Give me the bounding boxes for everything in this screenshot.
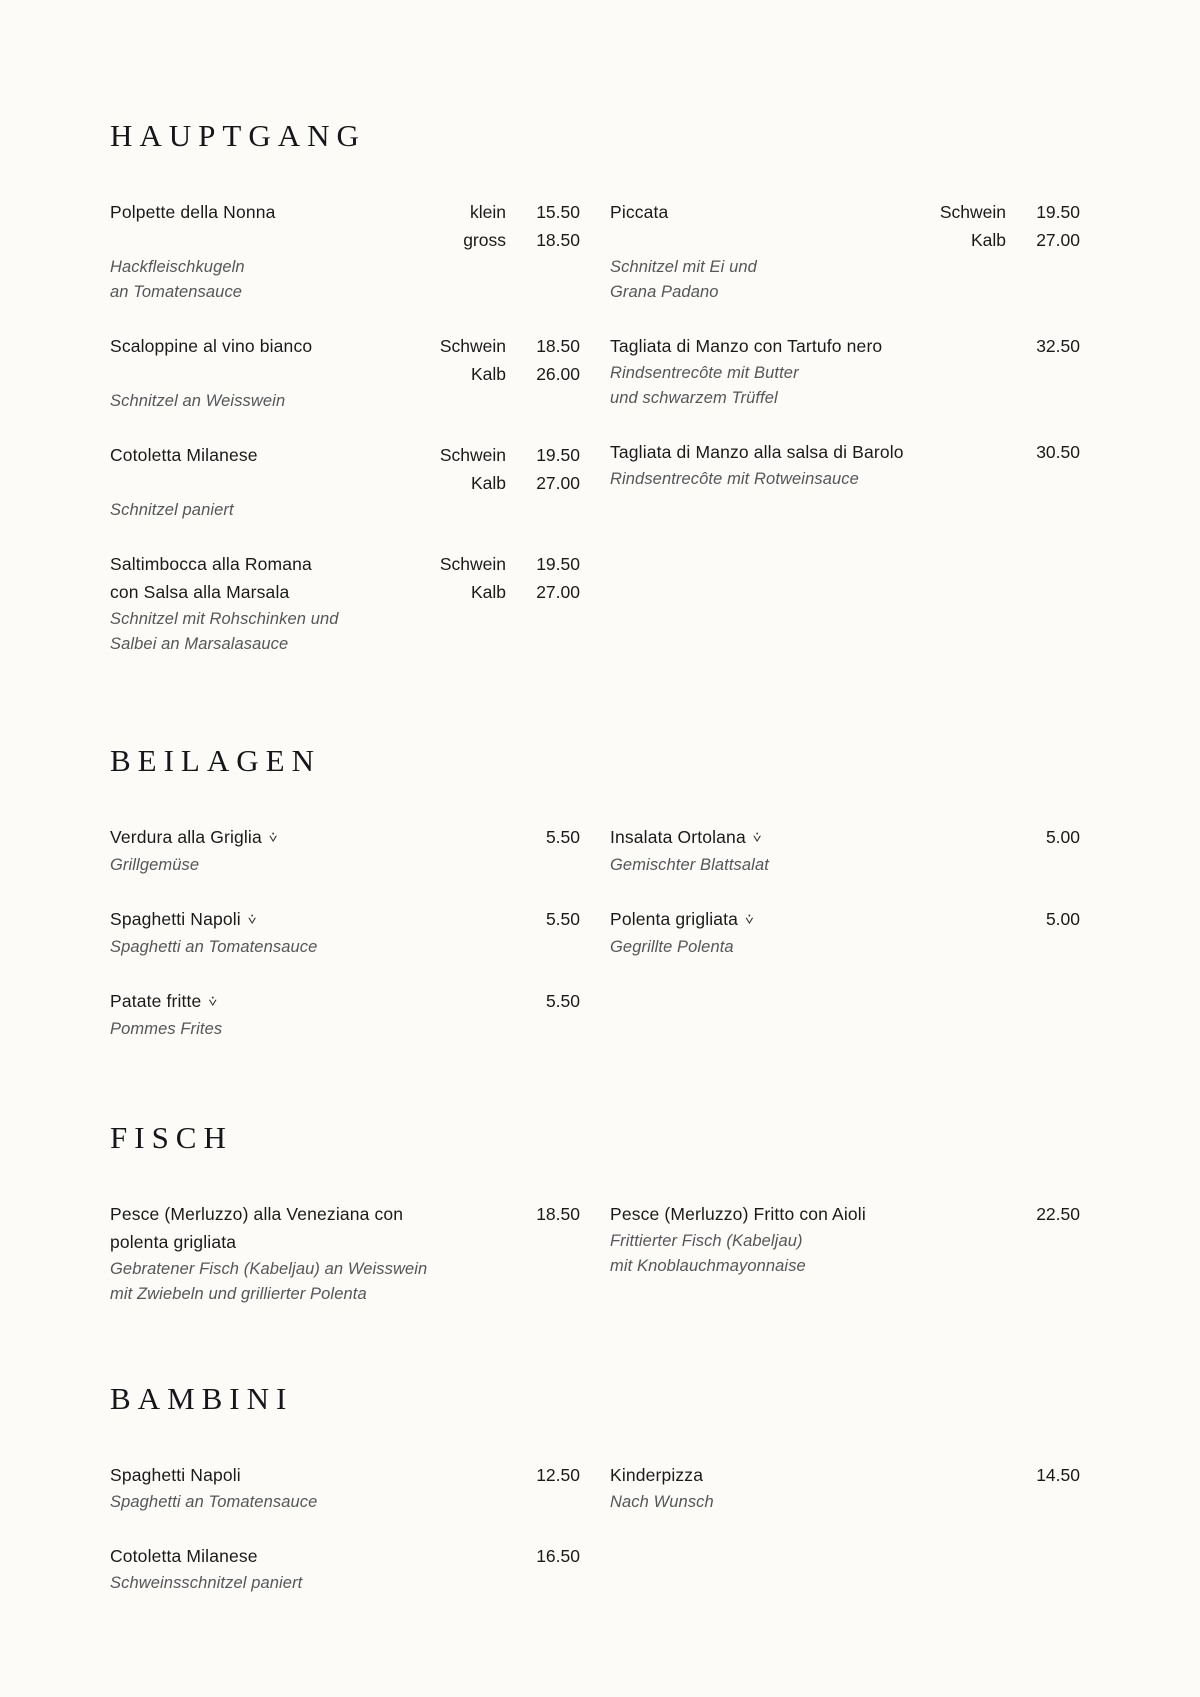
menu-item-description-line: Schweinsschnitzel paniert	[110, 1574, 303, 1592]
menu-item-row	[610, 438, 1080, 466]
menu-item-description	[610, 1490, 1080, 1515]
section-gap	[110, 1307, 1092, 1381]
menu-item-price: 5.00	[1045, 909, 1080, 929]
menu-item-description-line: Grana Padano	[610, 283, 719, 301]
menu-item-variant-label: klein	[470, 202, 506, 222]
section-gap	[110, 657, 1092, 743]
menu-item-price: 18.50	[536, 336, 580, 356]
menu-item-row	[110, 823, 580, 852]
menu-item-price: 16.50	[536, 1546, 580, 1566]
menu-item-price: 27.00	[536, 582, 580, 602]
menu-item-description	[110, 1257, 580, 1307]
menu-item-description-line: Schnitzel an Weisswein	[110, 392, 286, 410]
vegetarian-icon: ⩒	[745, 911, 754, 927]
menu-item-row	[110, 198, 580, 226]
menu-item-description	[610, 853, 1080, 878]
section-title: BEILAGEN	[110, 743, 321, 778]
menu-item-name: Piccata	[610, 202, 669, 222]
menu-item-row	[110, 1228, 580, 1256]
menu-item-description-line: Gemischter Blattsalat	[610, 856, 769, 874]
menu-item-description	[110, 389, 580, 414]
vegetarian-icon: ⩒	[208, 993, 217, 1009]
menu-item-name: Tagliata di Manzo con Tartufo nero	[610, 336, 883, 356]
menu-item	[610, 823, 1080, 878]
menu-item-description-line: Gebratener Fisch (Kabeljau) an Weisswein	[110, 1260, 428, 1278]
menu-item-row	[110, 1200, 580, 1228]
section-gap	[110, 1042, 1092, 1120]
menu-item-name: Spaghetti Napoli	[110, 1465, 241, 1485]
menu-item-name: Pesce (Merluzzo) Fritto con Aioli	[610, 1204, 866, 1224]
menu-item-description	[110, 498, 580, 523]
menu-item-description	[610, 255, 1080, 305]
menu-item-description	[110, 1490, 580, 1515]
menu-item	[610, 1200, 1080, 1279]
menu-item-row	[110, 469, 580, 497]
menu-item	[110, 823, 580, 878]
menu-item-description	[110, 853, 580, 878]
menu-item-name: Tagliata di Manzo alla salsa di Barolo	[610, 442, 904, 462]
menu-item-description	[110, 1571, 580, 1596]
menu-item-price: 19.50	[536, 445, 580, 465]
menu-item-variant-label: Kalb	[970, 230, 1006, 250]
menu-item-description	[610, 467, 1080, 492]
menu-item	[610, 438, 1080, 492]
menu-item-description-line: Rindsentrecôte mit Rotweinsauce	[610, 470, 859, 488]
menu-item-variant-label: gross	[463, 230, 506, 250]
menu-item-description-line: Rindsentrecôte mit Butter	[610, 364, 799, 382]
menu-item	[610, 332, 1080, 411]
menu-item-row	[610, 1461, 1080, 1489]
menu-item-description-line: Frittierter Fisch (Kabeljau)	[610, 1232, 803, 1250]
menu-item-name: Polpette della Nonna	[110, 202, 276, 222]
section-columns	[110, 823, 1092, 1042]
section-column-right	[610, 198, 1080, 657]
menu-item-row	[610, 198, 1080, 226]
menu-item-row	[110, 987, 580, 1016]
menu-item-row	[110, 578, 580, 606]
menu-item-description	[610, 935, 1080, 960]
menu-item-name: Insalata Ortolana ⩒	[610, 823, 936, 852]
menu-item-row	[610, 332, 1080, 360]
menu-item-description-line: mit Zwiebeln und grillierter Polenta	[110, 1285, 367, 1303]
section-title: FISCH	[110, 1120, 233, 1155]
menu-item-variant-label: Kalb	[470, 473, 506, 493]
menu-item	[110, 332, 580, 414]
menu-item-name: Patate fritte ⩒	[110, 987, 436, 1016]
menu-item-description-line: Nach Wunsch	[610, 1493, 714, 1511]
menu-section	[110, 1120, 1092, 1307]
menu-item-description-line: Salbei an Marsalasauce	[110, 635, 289, 653]
menu-item-name: Spaghetti Napoli ⩒	[110, 905, 436, 934]
menu-item-row	[110, 1542, 580, 1570]
menu-item-variant-label: Schwein	[439, 336, 506, 356]
menu-section	[110, 118, 1092, 657]
section-column-left	[110, 1461, 580, 1596]
section-column-right	[610, 1200, 1080, 1307]
menu-sections	[110, 118, 1092, 1596]
menu-item-description-line: und schwarzem Trüffel	[610, 389, 778, 407]
menu-item-price: 27.00	[536, 473, 580, 493]
menu-item	[610, 1461, 1080, 1515]
section-columns	[110, 198, 1092, 657]
menu-item-price: 27.00	[1036, 230, 1080, 250]
menu-item-price: 30.50	[1036, 442, 1080, 462]
section-column-left	[110, 1200, 580, 1307]
menu-item-name: Saltimbocca alla Romana	[110, 554, 312, 574]
section-columns	[110, 1461, 1092, 1596]
menu-item-name: Scaloppine al vino bianco	[110, 336, 313, 356]
menu-item-price: 5.50	[545, 991, 580, 1011]
menu-item-price: 19.50	[1036, 202, 1080, 222]
menu-item-description	[610, 361, 1080, 411]
menu-item-description-line: an Tomatensauce	[110, 283, 243, 301]
menu-item-row	[110, 550, 580, 578]
menu-item	[110, 1461, 580, 1515]
vegetarian-icon: ⩒	[752, 829, 762, 845]
menu-item-price: 18.50	[536, 1204, 580, 1224]
section-column-right	[610, 1461, 1080, 1596]
menu-item-price: 19.50	[536, 554, 580, 574]
menu-item-row	[110, 905, 580, 934]
section-title: BAMBINI	[110, 1381, 294, 1416]
menu-item	[110, 198, 580, 305]
menu-item-price: 22.50	[1036, 1204, 1080, 1224]
menu-item	[110, 1542, 580, 1596]
menu-item	[110, 905, 580, 960]
menu-item	[610, 905, 1080, 960]
menu-item-description-line: Pommes Frites	[110, 1020, 223, 1038]
menu-item-price: 26.00	[536, 364, 580, 384]
menu-item	[110, 1200, 580, 1307]
menu-item-variant-label: Schwein	[939, 202, 1006, 222]
menu-section	[110, 1381, 1092, 1596]
menu-item-description-line: Schnitzel mit Ei und	[610, 258, 757, 276]
menu-item-description-line: Gegrillte Polenta	[610, 938, 734, 956]
menu-item-price: 32.50	[1036, 336, 1080, 356]
menu-item-row	[110, 360, 580, 388]
menu-item	[110, 550, 580, 657]
menu-item-description-line: Spaghetti an Tomatensauce	[110, 1493, 318, 1511]
section-column-right	[610, 823, 1080, 1042]
menu-item-row	[110, 1461, 580, 1489]
menu-item-price: 5.50	[545, 827, 580, 847]
menu-item-row	[610, 823, 1080, 852]
menu-item-name: Pesce (Merluzzo) alla Veneziana con	[110, 1204, 404, 1224]
menu-item-description-line: Grillgemüse	[110, 856, 200, 874]
menu-item-price: 14.50	[1036, 1465, 1080, 1485]
section-columns	[110, 1200, 1092, 1307]
menu-item-description-line: Spaghetti an Tomatensauce	[110, 938, 318, 956]
menu-item-row	[110, 226, 580, 254]
menu-item-description	[110, 1017, 580, 1042]
menu-section	[110, 743, 1092, 1042]
menu-item-price: 18.50	[536, 230, 580, 250]
menu-item-price: 5.50	[545, 909, 580, 929]
menu-item-variant-label: Schwein	[439, 554, 506, 574]
menu-item-description-line: mit Knoblauchmayonnaise	[610, 1257, 806, 1275]
menu-item-name: Polenta grigliata ⩒	[610, 905, 936, 934]
menu-item	[610, 198, 1080, 305]
menu-item-description	[110, 607, 580, 657]
vegetarian-icon: ⩒	[247, 911, 257, 927]
menu-item-price: 5.00	[1045, 827, 1080, 847]
menu-item-row	[610, 226, 1080, 254]
menu-item-variant-label: Schwein	[439, 445, 506, 465]
menu-item	[110, 987, 580, 1042]
menu-item-description-line: Hackfleischkugeln	[110, 258, 245, 276]
menu-item-description-line: Schnitzel mit Rohschinken und	[110, 610, 339, 628]
section-column-left	[110, 823, 580, 1042]
section-column-left	[110, 198, 580, 657]
menu-item-description	[110, 935, 580, 960]
menu-item-name: Verdura alla Griglia ⩒	[110, 823, 436, 852]
menu-item-row	[610, 905, 1080, 934]
section-title: HAUPTGANG	[110, 118, 366, 153]
menu-item-name: Cotoletta Milanese	[110, 445, 258, 465]
menu-item-description	[610, 1229, 1080, 1279]
vegetarian-icon: ⩒	[268, 829, 278, 845]
menu-item-row	[110, 332, 580, 360]
menu-item-description	[110, 255, 580, 305]
menu-item-price: 12.50	[536, 1465, 580, 1485]
menu-item-description-line: Schnitzel paniert	[110, 501, 234, 519]
menu-item-name: Kinderpizza	[610, 1465, 704, 1485]
menu-item-variant-label: Kalb	[470, 582, 506, 602]
menu-item-price: 15.50	[536, 202, 580, 222]
menu-item-name-second-line: con Salsa alla Marsala	[110, 582, 290, 602]
menu-item	[110, 441, 580, 523]
menu-item-row	[110, 441, 580, 469]
menu-item-name: Cotoletta Milanese	[110, 1546, 258, 1566]
menu-item-name-second-line: polenta grigliata	[110, 1232, 237, 1252]
menu-item-variant-label: Kalb	[470, 364, 506, 384]
menu-item-row	[610, 1200, 1080, 1228]
